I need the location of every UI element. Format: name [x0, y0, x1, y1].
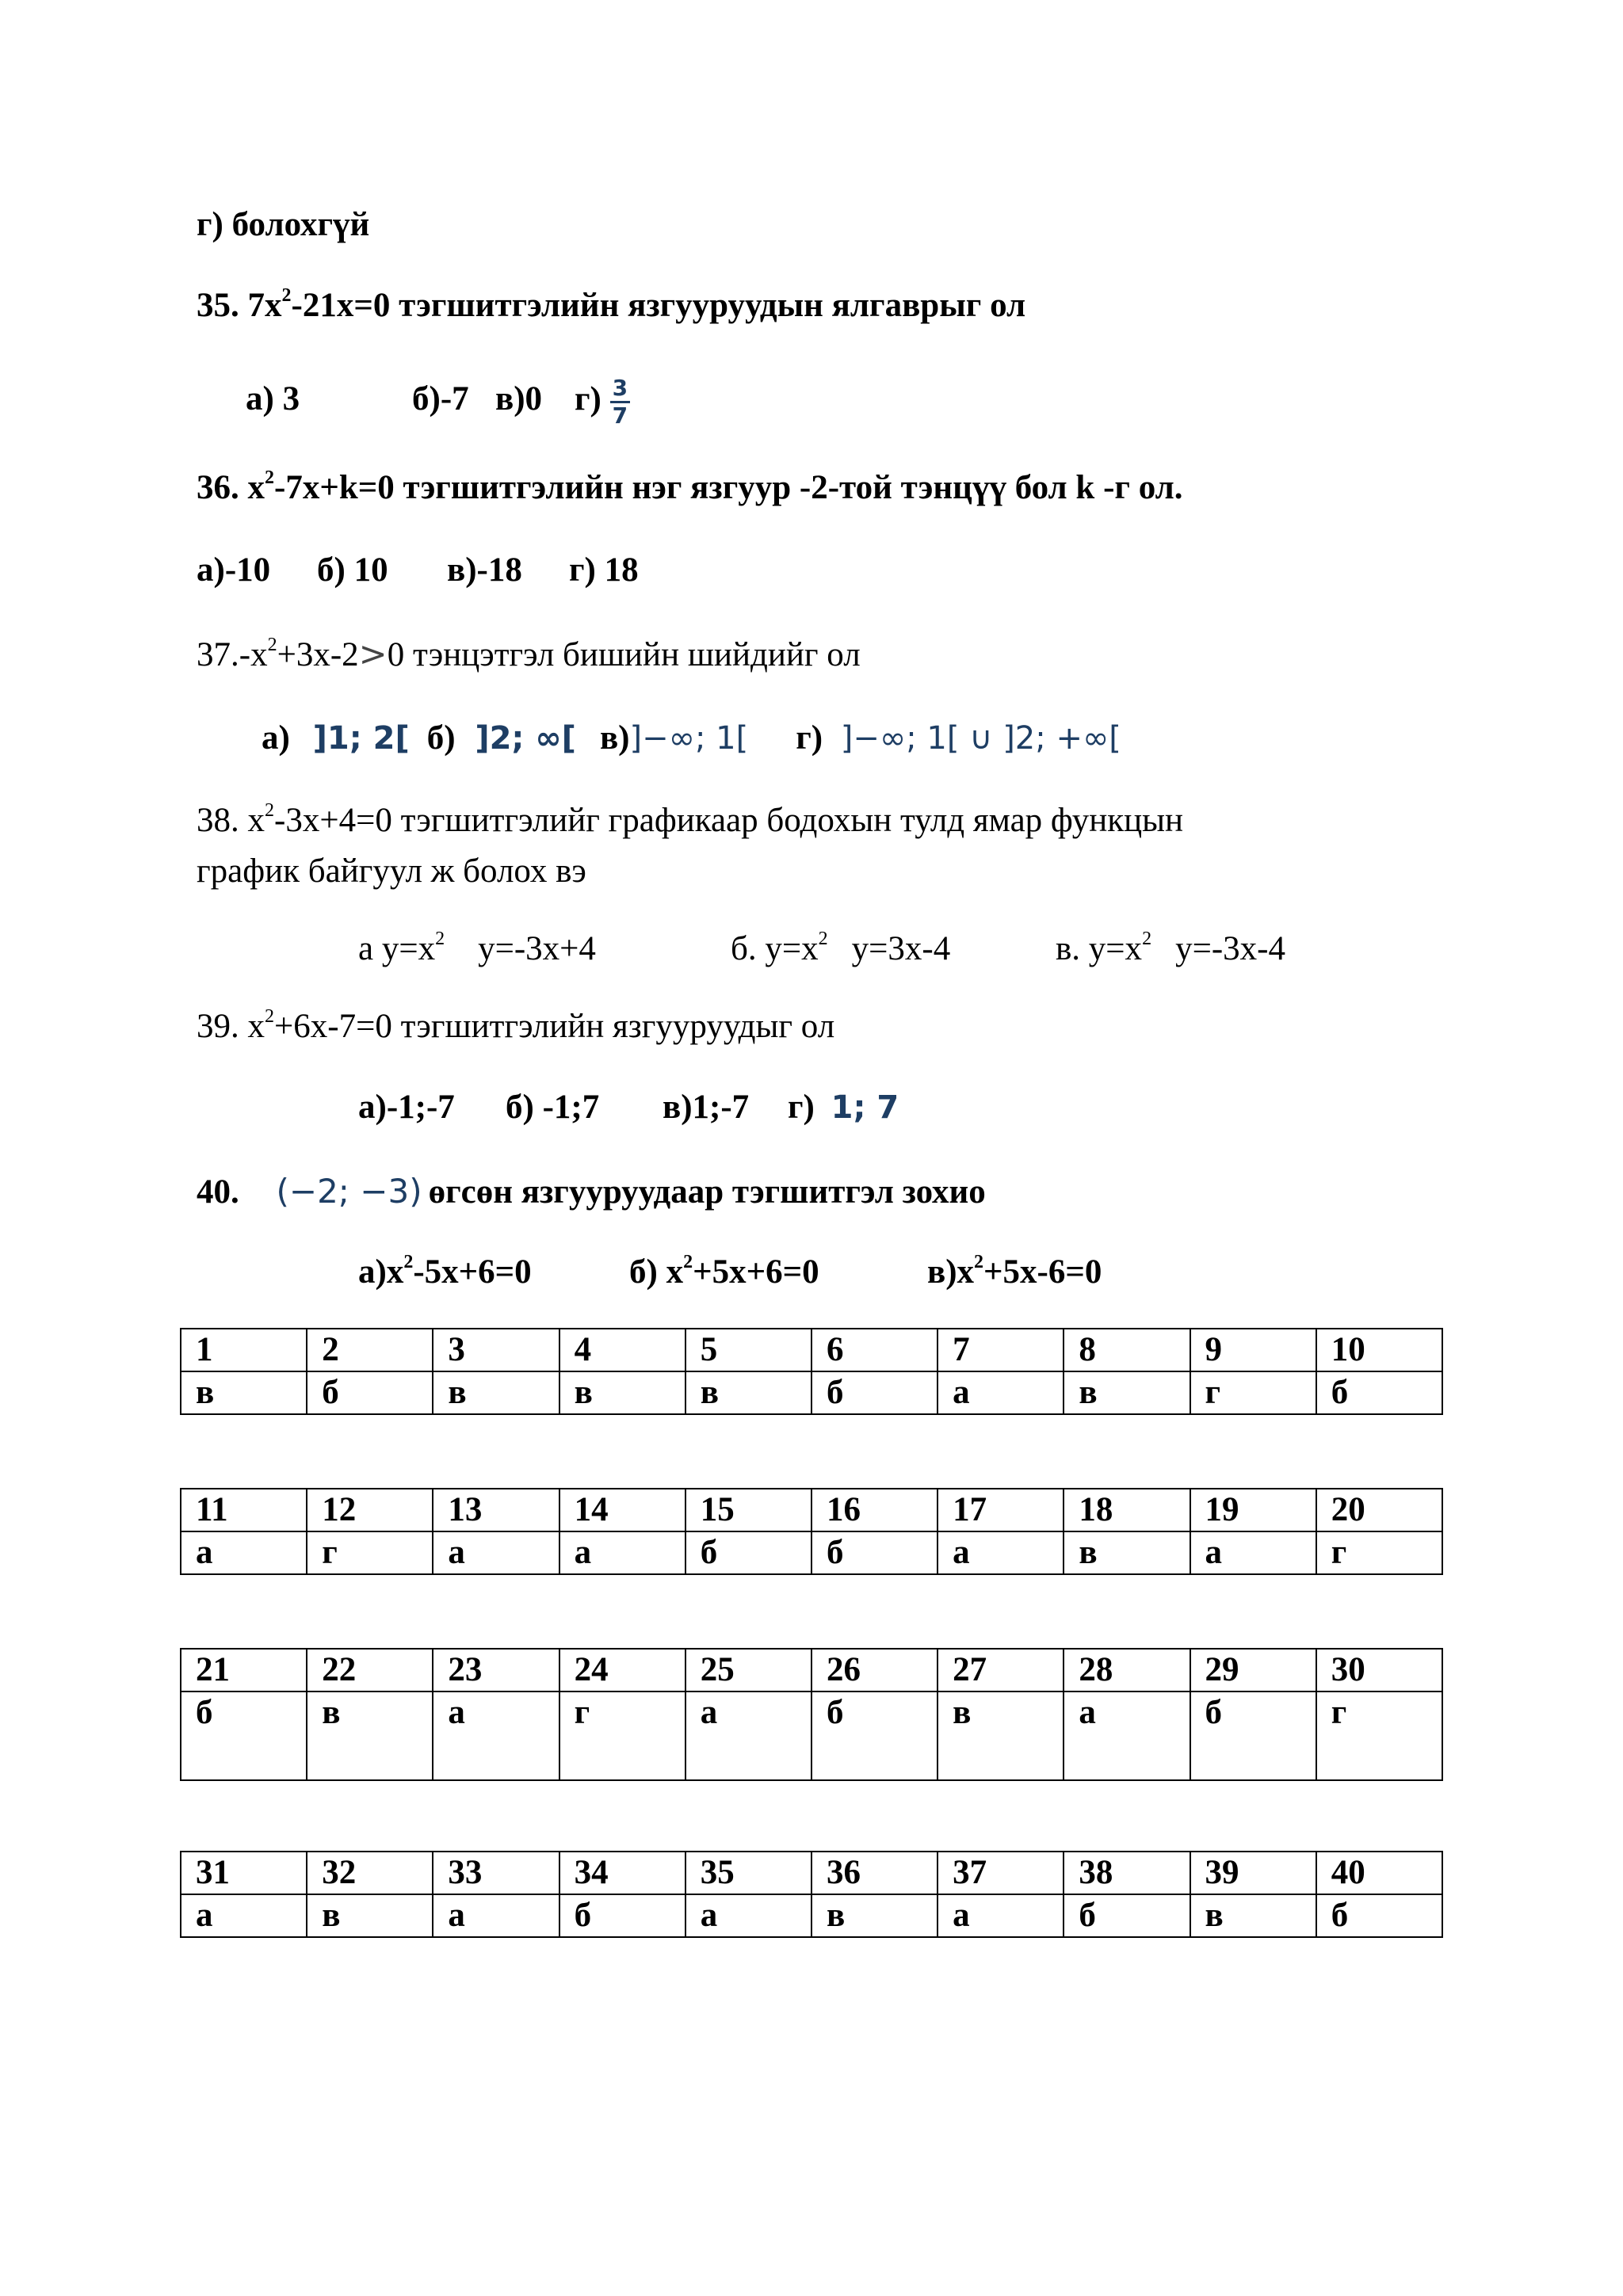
question-37 [197, 634, 861, 676]
q38-options [358, 929, 1285, 970]
q35-option-a: а) 3 [246, 380, 300, 418]
table-cell: 22 [307, 1649, 433, 1691]
q39-option-d-math: 1; 7 [831, 1089, 899, 1126]
table-cell: 8 [1064, 1329, 1190, 1371]
q38-b-label: б. y=x [731, 930, 819, 967]
prev-option: г) болохгүй [197, 206, 370, 243]
q40-b-rest: +5x+6=0 [693, 1253, 819, 1291]
q40-b-sup: 2 [683, 1252, 693, 1272]
table-cell: б [1190, 1691, 1316, 1780]
q35-eq-b: -21x=0 [291, 287, 391, 324]
table-cell: б [812, 1531, 938, 1574]
q39-sup: 2 [265, 1006, 274, 1027]
q38-option-b [731, 929, 1056, 970]
q38-rest: -3x+4=0 тэгшитгэлийг графикаар бодохын тулд ямар функцын [274, 802, 1184, 839]
q36-option-a: а)-10 [197, 551, 271, 589]
table-cell: в [1064, 1531, 1190, 1574]
q37-option-d-label: г) [796, 719, 823, 757]
table-cell: а [559, 1531, 685, 1574]
q37-option-c-math: ]−∞; 1[ [629, 720, 749, 757]
answer-table-1 [180, 1328, 1443, 1415]
q38-line-2: график байгуул ж болох вэ [197, 852, 586, 890]
table-cell: а [938, 1371, 1064, 1414]
table-cell: 37 [938, 1852, 1064, 1894]
table-cell: а [1190, 1531, 1316, 1574]
q38-c-sup: 2 [1142, 929, 1152, 949]
q35-option-d-label: г) [575, 380, 601, 418]
table-cell: 36 [812, 1852, 938, 1894]
table-cell: в [307, 1691, 433, 1780]
table-cell: б [1064, 1894, 1190, 1937]
table-cell: 17 [938, 1489, 1064, 1531]
table-cell: 33 [433, 1852, 559, 1894]
q35-option-d-fraction [610, 376, 630, 429]
table-row-numbers [181, 1489, 1442, 1531]
table-cell: в [1190, 1894, 1316, 1937]
table-cell: 12 [307, 1489, 433, 1531]
table-cell: 7 [938, 1329, 1064, 1371]
table-cell: 9 [1190, 1329, 1316, 1371]
q35-number: 35. [197, 287, 239, 324]
table-cell: 29 [1190, 1649, 1316, 1691]
table-cell: 16 [812, 1489, 938, 1531]
table-cell: 10 [1316, 1329, 1442, 1371]
q39-prefix: 39. x [197, 1008, 265, 1045]
table-cell: б [812, 1371, 938, 1414]
q37-options [262, 718, 1121, 759]
q38-a-rest: y=-3x+4 [478, 930, 596, 967]
table-cell: 38 [1064, 1852, 1190, 1894]
q39-option-a: а)-1;-7 [358, 1089, 455, 1126]
table-cell: в [938, 1691, 1064, 1780]
table-cell: б [307, 1371, 433, 1414]
q37-option-c-label: в) [599, 719, 630, 757]
q37-option-a-label: а) [262, 719, 290, 757]
q39-option-d-label: г) [788, 1089, 815, 1126]
q37-eq-b: +3x-2 [277, 636, 359, 673]
table-cell: 31 [181, 1852, 307, 1894]
table-cell: б [181, 1691, 307, 1780]
q38-prefix: 38. x [197, 802, 265, 839]
table-cell: б [685, 1531, 812, 1574]
fraction-denominator: 7 [612, 402, 628, 429]
table-cell: а [181, 1894, 307, 1937]
table-cell: 26 [812, 1649, 938, 1691]
q35-eq-a: 7x [247, 287, 282, 324]
q36-text: тэгшитгэлийн нэг язгуур -2-той тэнцүү бол k -г ол. [403, 469, 1183, 506]
q39-option-c: в)1;-7 [663, 1089, 750, 1126]
table-row-letters [181, 1371, 1442, 1414]
q40-a-label: а)x [358, 1253, 404, 1291]
answer-table-3 [180, 1648, 1443, 1781]
table-cell: в [812, 1894, 938, 1937]
table-cell: а [433, 1531, 559, 1574]
q40-c-rest: +5x-6=0 [983, 1253, 1102, 1291]
q39-options [358, 1087, 899, 1128]
question-36 [197, 467, 1183, 509]
table-cell: 18 [1064, 1489, 1190, 1531]
q37-gt: > [358, 635, 388, 674]
q35-sup: 2 [281, 285, 292, 306]
table-cell: б [559, 1894, 685, 1937]
q40-option-c [927, 1252, 1102, 1293]
table-cell: г [1190, 1371, 1316, 1414]
fraction-numerator: 3 [610, 376, 630, 403]
q39-rest: +6x-7=0 тэгшитгэлийн язгууруудыг ол [274, 1008, 835, 1045]
q35-text: тэгшитгэлийн язгууруудын ялгаврыг ол [399, 287, 1026, 324]
table-cell: а [685, 1894, 812, 1937]
table-row-letters [181, 1691, 1442, 1780]
table-cell: 3 [433, 1329, 559, 1371]
table-cell: 30 [1316, 1649, 1442, 1691]
q39-option-b: б) -1;7 [506, 1089, 600, 1126]
q38-c-rest: y=-3x-4 [1175, 930, 1285, 967]
table-cell: в [307, 1894, 433, 1937]
table-cell: 15 [685, 1489, 812, 1531]
q37-option-a-math: ]1; 2[ [312, 720, 410, 757]
table-cell: 11 [181, 1489, 307, 1531]
q40-a-sup: 2 [403, 1252, 414, 1272]
table-cell: 24 [559, 1649, 685, 1691]
question-38 [197, 800, 1183, 841]
q35-option-b: б)-7 [412, 380, 469, 418]
question-40 [197, 1171, 986, 1213]
table-cell: 6 [812, 1329, 938, 1371]
q38-b-rest: y=3x-4 [851, 930, 951, 967]
q35-option-c: в)0 [495, 380, 543, 418]
q36-option-c: в)-18 [447, 551, 522, 589]
table-row-numbers [181, 1649, 1442, 1691]
q38-option-a [358, 929, 731, 970]
q40-option-b [629, 1252, 927, 1293]
table-row-numbers [181, 1329, 1442, 1371]
table-row-letters [181, 1894, 1442, 1937]
q40-option-a [358, 1252, 629, 1293]
answer-table-4 [180, 1851, 1443, 1938]
table-cell: б [812, 1691, 938, 1780]
table-cell: а [433, 1691, 559, 1780]
table-cell: 4 [559, 1329, 685, 1371]
table-cell: в [559, 1371, 685, 1414]
table-cell: 23 [433, 1649, 559, 1691]
q38-c-label: в. y=x [1056, 930, 1143, 967]
table-cell: 40 [1316, 1852, 1442, 1894]
question-35 [197, 285, 1025, 326]
q35-options [246, 376, 630, 429]
table-cell: 1 [181, 1329, 307, 1371]
table-cell: 13 [433, 1489, 559, 1531]
table-cell: в [433, 1371, 559, 1414]
table-cell: 27 [938, 1649, 1064, 1691]
q38-b-sup: 2 [818, 929, 828, 949]
table-cell: 2 [307, 1329, 433, 1371]
table-cell: 39 [1190, 1852, 1316, 1894]
q40-c-label: в)x [927, 1253, 975, 1291]
q36-option-b: б) 10 [317, 551, 388, 589]
table-cell: в [685, 1371, 812, 1414]
table-cell: б [1316, 1894, 1442, 1937]
table-cell: б [1316, 1371, 1442, 1414]
q40-roots-math: (−2; −3) [276, 1172, 422, 1211]
q40-number: 40. [197, 1173, 239, 1211]
table-cell: а [433, 1894, 559, 1937]
table-cell: а [685, 1691, 812, 1780]
table-cell: 32 [307, 1852, 433, 1894]
q40-options [358, 1252, 1102, 1293]
q38-a-label: а y=x [358, 930, 436, 967]
table-cell: 25 [685, 1649, 812, 1691]
table-cell: в [181, 1371, 307, 1414]
q37-prefix: 37.-x [197, 636, 268, 673]
table-cell: г [559, 1691, 685, 1780]
q37-option-b-math: ]2; ∞[ [475, 720, 576, 757]
table-row-letters [181, 1531, 1442, 1574]
q37-sup: 2 [267, 635, 277, 655]
table-cell: г [1316, 1531, 1442, 1574]
table-cell: а [938, 1894, 1064, 1937]
q36-eq-b: -7x+k=0 [274, 469, 395, 506]
q37-rest: 0 тэнцэтгэл бишийн шийдийг ол [387, 636, 861, 673]
q36-options [197, 550, 639, 591]
table-cell: 35 [685, 1852, 812, 1894]
q38-sup: 2 [265, 800, 274, 821]
table-cell: 34 [559, 1852, 685, 1894]
table-cell: в [1064, 1371, 1190, 1414]
table-cell: 14 [559, 1489, 685, 1531]
table-cell: а [181, 1531, 307, 1574]
answer-table-2 [180, 1488, 1443, 1575]
q38-option-c [1056, 929, 1285, 970]
q37-option-b-label: б) [426, 719, 456, 757]
table-cell: 28 [1064, 1649, 1190, 1691]
table-cell: а [938, 1531, 1064, 1574]
question-39 [197, 1006, 834, 1047]
q36-number: 36. [197, 469, 239, 506]
table-cell: 20 [1316, 1489, 1442, 1531]
q36-eq-a: x [247, 469, 265, 506]
table-cell: 19 [1190, 1489, 1316, 1531]
q40-text: өгсөн язгууруудаар тэгшитгэл зохио [428, 1173, 986, 1211]
q40-a-rest: -5x+6=0 [413, 1253, 532, 1291]
q40-c-sup: 2 [974, 1252, 984, 1272]
q36-sup: 2 [265, 467, 274, 488]
table-cell: 21 [181, 1649, 307, 1691]
table-cell: 5 [685, 1329, 812, 1371]
table-cell: а [1064, 1691, 1190, 1780]
q36-option-d: г) 18 [569, 551, 639, 589]
q37-option-d-math: ]−∞; 1[ ∪ ]2; +∞[ [840, 720, 1121, 757]
q38-a-sup: 2 [435, 929, 445, 949]
q40-b-label: б) x [629, 1253, 684, 1291]
table-row-numbers [181, 1852, 1442, 1894]
table-cell: г [1316, 1691, 1442, 1780]
table-cell: г [307, 1531, 433, 1574]
